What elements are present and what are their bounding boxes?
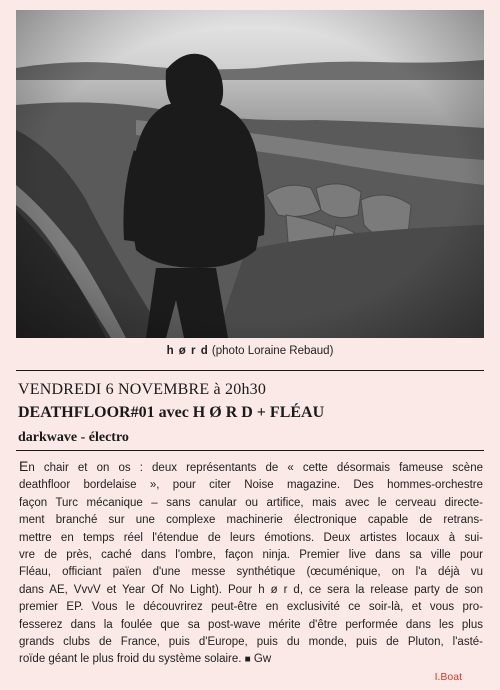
article-byline: I.Boat — [434, 671, 462, 683]
article-line: ment branché sur une complexe machinerie électronique capable de retrans- — [19, 514, 483, 527]
end-mark-icon: ■ — [244, 654, 251, 666]
article-line: premier EP. Vous le découvrirez peut-être en exclusivité ce soir-là, et vous pro- — [19, 601, 483, 614]
article-line-last: roïde géant le plus froid du système solaire. ■ Gw — [19, 653, 272, 666]
article-photo — [16, 10, 484, 338]
middle-divider — [16, 450, 484, 451]
article-dropcap: E — [19, 458, 29, 474]
article-line: façon Turc mécanique – sans canular ou artifice, mais avec le cerveau directe- — [19, 496, 483, 509]
article-body — [19, 458, 483, 669]
article-line: mettre en temps réel l'étendue de leurs émotions. Deux artistes locaux à sui- — [19, 531, 483, 544]
event-date: VENDREDI 6 NOVEMBRE à 20h30 — [18, 381, 267, 398]
article-line: dans AE, VvvV et Year Of No Light). Pour h ø r d, ce sera la release party de son — [19, 583, 483, 596]
article-line: grands clubs de France, puis d'Europe, puis du monde, puis de Pluton, l'asté- — [19, 636, 483, 649]
event-title: DEATHFLOOR#01 avec H Ø R D + FLÉAU — [18, 404, 325, 421]
photo-caption — [0, 345, 500, 357]
article-line: En chair et on os : deux représentants de « cette désormais fameuse scène — [19, 458, 483, 474]
article-line: fesserez dans la foulée que sa post-wave mérite d'être performée dans les plus — [19, 618, 483, 631]
event-genre: darkwave - électro — [18, 430, 129, 445]
article-line: vre de près, caché dans l'ombre, façon ninja. Premier live dans sa ville pour — [19, 549, 483, 562]
top-divider — [16, 370, 484, 371]
article-signature: Gw — [253, 653, 272, 666]
article-line: Fléau, officiant païen d'une messe synthétique (œcuménique, on l'a déjà vu — [19, 566, 483, 579]
article-line: deathfloor bordelaise », pour citer Noise magazine. Des hommes-orchestre — [19, 479, 483, 492]
photo-credit-name: h ø r d — [166, 345, 209, 357]
photo-credit-text: (photo Loraine Rebaud) — [211, 345, 334, 357]
